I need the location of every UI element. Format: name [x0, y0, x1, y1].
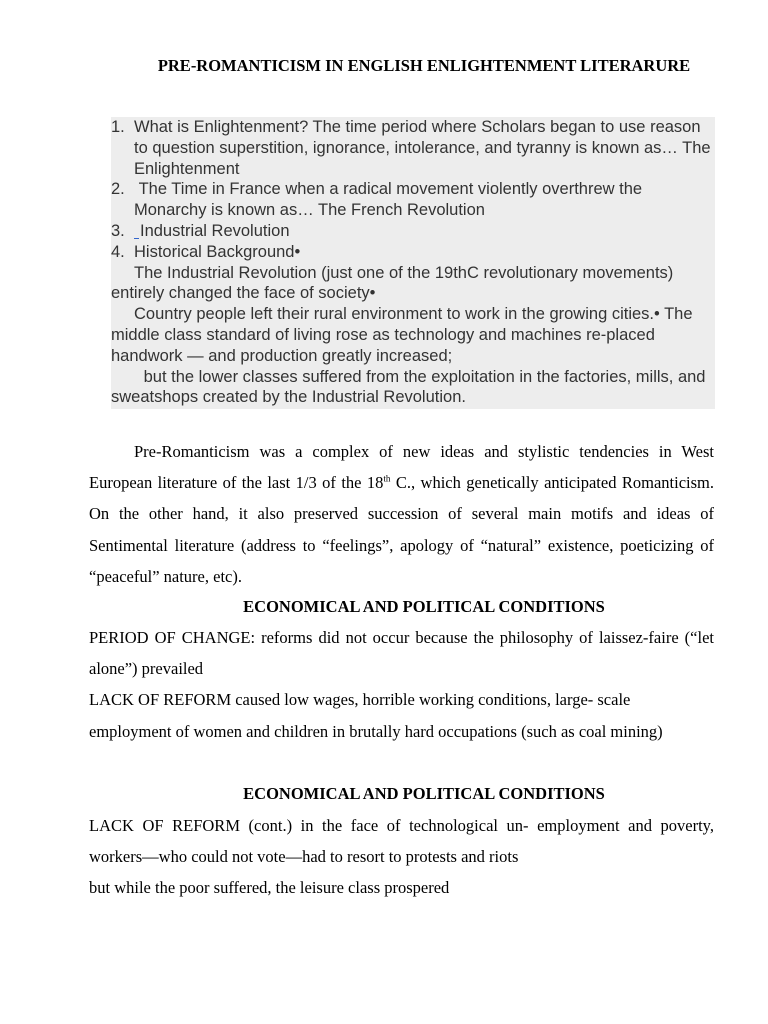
section-1-body	[89, 622, 714, 747]
section-1-line-period-of-change: PERIOD OF CHANGE: reforms did not occur because the philosophy of laissez-faire (“let alone”) prevailed	[89, 628, 714, 679]
section-heading-2: ECONOMICAL AND POLITICAL CONDITIONS	[243, 784, 605, 803]
section-1-line-lack-of-reform: LACK OF REFORM caused low wages, horrible working conditions, large- scale employment of women and children in brutally hard occupations (such as coal mining)	[89, 690, 663, 741]
section-2-line-leisure-class: but while the poor suffered, the leisure class prospered	[89, 878, 450, 898]
section-heading-1: ECONOMICAL AND POLITICAL CONDITIONS	[243, 597, 605, 616]
intro-text-after: C., which genetically anticipated Romanticism. On the other hand, it also preserved succession of several main motifs and ideas of Sentimental literature (address to “feelings”, apology of “natural” existence, poeticizing of “peaceful” nature, etc).	[89, 473, 714, 586]
ordinal-superscript: th	[383, 473, 391, 484]
list-item-3	[111, 221, 715, 242]
list-paragraph-lower-classes: but the lower classes suffered from the exploitation in the factories, mills, and sweatshops created by the Industrial Revolution.	[111, 367, 711, 407]
list-item-4	[111, 242, 715, 263]
section-2-body	[89, 810, 714, 904]
document-title: PRE-ROMANTICISM IN ENGLISH ENLIGHTENMENT LITERARURE	[157, 56, 691, 75]
list-item-text: What is Enlightenment? The time period where Scholars began to use reason to question superstition, ignorance, intolerance, and tyranny is known as… The Enlightenment	[134, 118, 711, 178]
list-item-text: Historical Background•	[134, 242, 301, 261]
section-2-line-lack-of-reform-cont: LACK OF REFORM (cont.) in the face of technological un- employment and poverty, workers—who could not vote—had to resort to protests and riots	[89, 816, 714, 867]
list-item-1	[111, 117, 715, 179]
highlighted-list-box	[111, 117, 715, 409]
list-item-text: The Time in France when a radical movement violently overthrew the Monarchy is known as… The French Revolution	[134, 180, 647, 220]
list-number: 4.	[111, 242, 125, 261]
list-item-text: Industrial Revolution	[140, 221, 290, 240]
list-number: 1.	[111, 118, 125, 136]
list-item-2	[111, 179, 715, 221]
list-paragraph-country-people: Country people left their rural environment to work in the growing cities.• The middle class standard of living rose as technology and machines re-placed handwork — and production greatly increased;	[111, 305, 693, 365]
list-number: 3.	[111, 221, 125, 240]
list-paragraph-industrial-revolution: The Industrial Revolution (just one of the 19thC revolutionary movements) entirely changed the face of society•	[111, 263, 674, 303]
text-cursor-marker	[134, 221, 139, 239]
intro-text-before: Pre-Romanticism was a complex of new ideas and stylistic tendencies in West European literature of the last 1/3 of the 18	[89, 442, 714, 493]
intro-paragraph	[89, 436, 714, 592]
list-number: 2.	[111, 180, 125, 199]
